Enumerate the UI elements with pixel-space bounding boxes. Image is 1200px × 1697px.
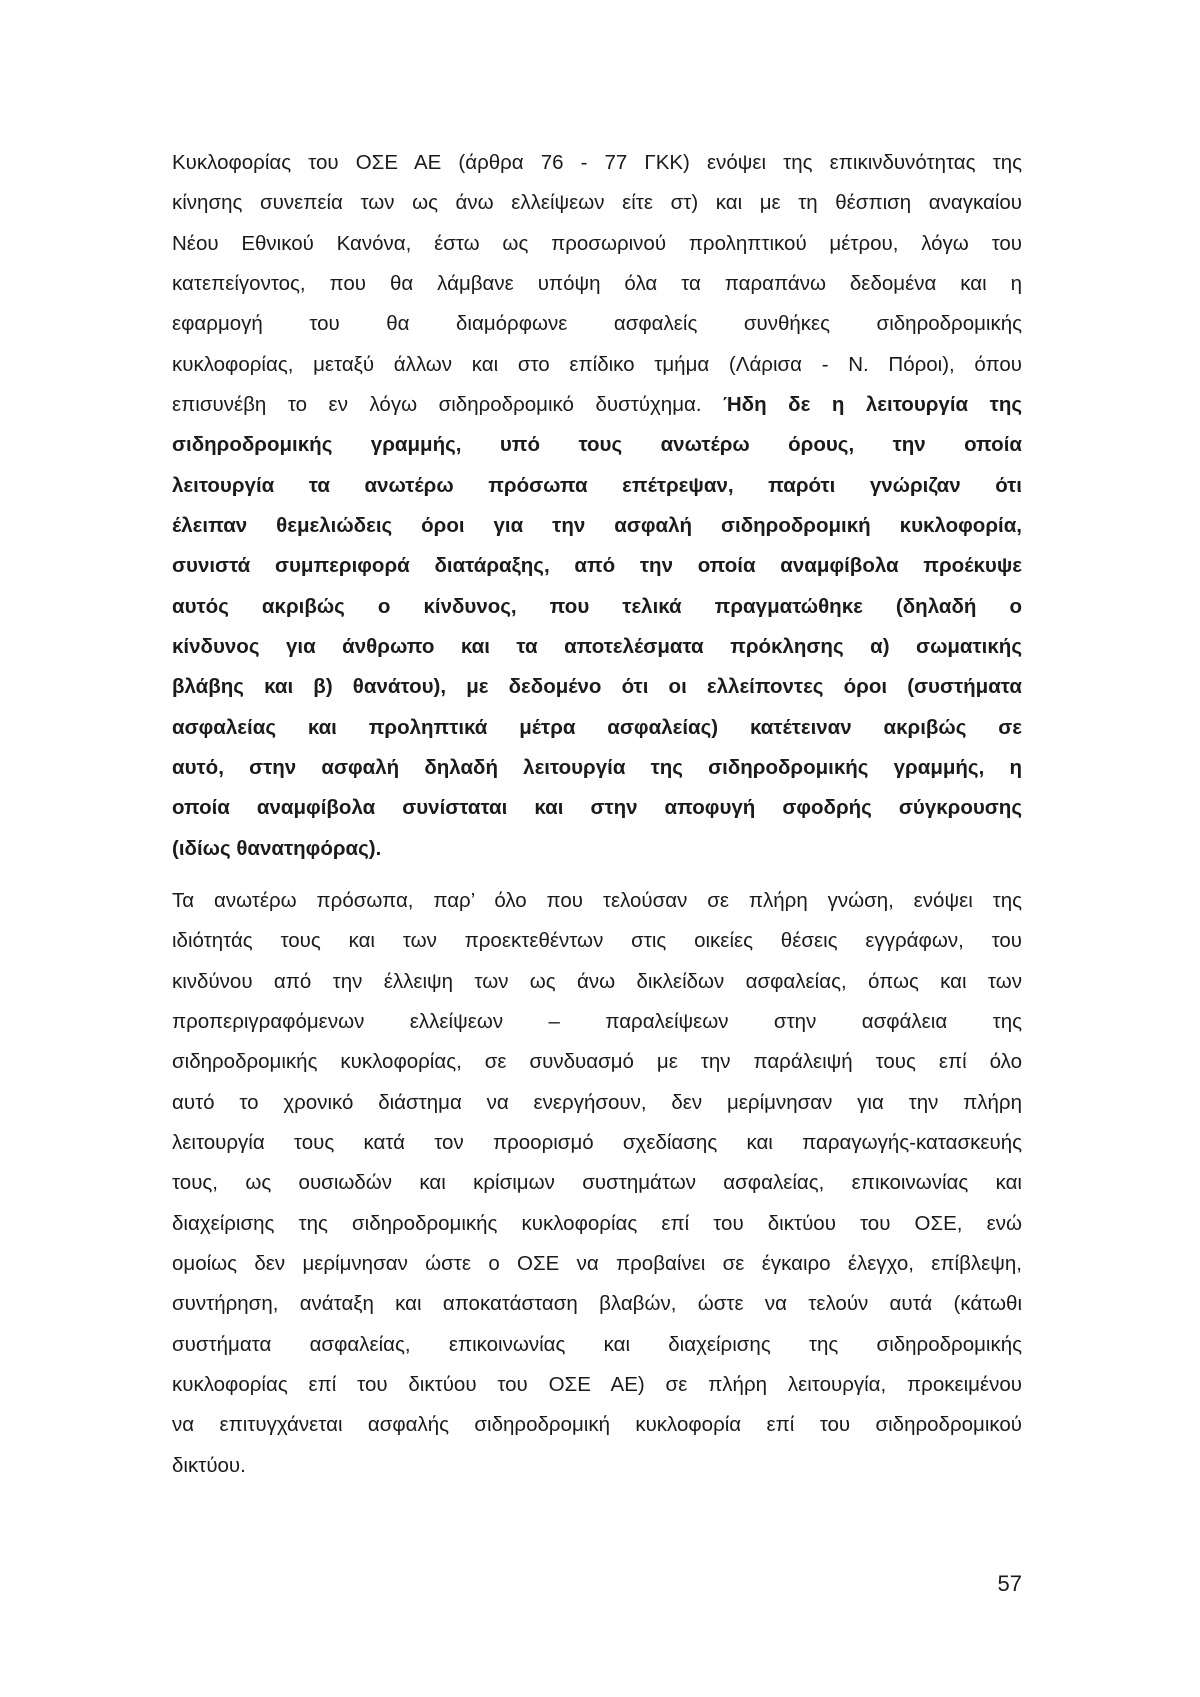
text-line — [172, 708, 1022, 748]
text-line — [172, 1204, 1022, 1244]
text-line — [172, 385, 1022, 425]
text-line — [172, 264, 1022, 304]
text-line — [172, 1405, 1022, 1445]
text-segment: δικτύου. — [172, 1453, 246, 1477]
text-line — [172, 829, 1022, 869]
text-line — [172, 1446, 1022, 1486]
text-line — [172, 881, 1022, 921]
text-segment: εφαρμογή του θα διαμόρφωνε ασφαλείς συνθήκες σιδηροδρομικής — [172, 312, 1022, 336]
bold-text-segment: ασφαλείας και προληπτικά μέτρα ασφαλείας) κατέτειναν ακριβώς σε — [172, 715, 1022, 739]
text-segment: κίνησης συνεπεία των ως άνω ελλείψεων είτε στ) και με τη θέσπιση αναγκαίου — [172, 191, 1022, 215]
text-segment: συστήματα ασφαλείας, επικοινωνίας και διαχείρισης της σιδηροδρομικής — [172, 1332, 1022, 1356]
text-line — [172, 1123, 1022, 1163]
text-segment: προπεριγραφόμενων ελλείψεων – παραλείψεων στην ασφάλεια της — [172, 1009, 1022, 1033]
text-segment: τους, ως ουσιωδών και κρίσιμων συστημάτων ασφαλείας, επικοινωνίας και — [172, 1171, 1022, 1195]
text-segment: διαχείρισης της σιδηροδρομικής κυκλοφορίας επί του δικτύου του ΟΣΕ, ενώ — [172, 1211, 1022, 1235]
bold-text-segment: οποία αναμφίβολα συνίσταται και στην αποφυγή σφοδρής σύγκρουσης — [172, 796, 1022, 820]
bold-text-segment: κίνδυνος για άνθρωπο και τα αποτελέσματα πρόκλησης α) σωματικής — [172, 634, 1022, 658]
bold-text-segment: Ήδη δε η λειτουργία της — [723, 392, 1022, 416]
bold-text-segment: αυτός ακριβώς ο κίνδυνος, που τελικά πραγματώθηκε (δηλαδή ο — [172, 594, 1022, 618]
text-segment: ιδιότητάς τους και των προεκτεθέντων στις οικείες θέσεις εγγράφων, του — [172, 929, 1022, 953]
bold-text-segment: σιδηροδρομικής γραμμής, υπό τους ανωτέρω όρους, την οποία — [172, 433, 1022, 457]
text-line — [172, 506, 1022, 546]
document-text-block — [172, 143, 1022, 1486]
text-line — [172, 921, 1022, 961]
text-line — [172, 466, 1022, 506]
text-segment: αυτό το χρονικό διάστημα να ενεργήσουν, δεν μερίμνησαν για την πλήρη — [172, 1090, 1022, 1114]
text-segment: Κυκλοφορίας του ΟΣΕ ΑΕ (άρθρα 76 - 77 ΓΚΚ) ενόψει της επικινδυνότητας της — [172, 151, 1022, 174]
text-line — [172, 667, 1022, 707]
text-line — [172, 1244, 1022, 1284]
bold-text-segment: (ιδίως θανατηφόρας). — [172, 836, 382, 860]
text-segment: επισυνέβη το εν λόγω σιδηροδρομικό δυστύχημα. — [172, 392, 724, 416]
text-segment: σιδηροδρομικής κυκλοφορίας, σε συνδυασμό με την παράλειψή τους επί όλο — [172, 1050, 1022, 1074]
text-segment: κατεπείγοντος, που θα λάμβανε υπόψη όλα τα παραπάνω δεδομένα και η — [172, 271, 1022, 295]
bold-text-segment: συνιστά συμπεριφορά διατάραξης, από την οποία αναμφίβολα προέκυψε — [172, 554, 1022, 578]
text-segment: ομοίως δεν μερίμνησαν ώστε ο ΟΣΕ να προβαίνει σε έγκαιρο έλεγχο, επίβλεψη, — [172, 1251, 1022, 1275]
bold-text-segment: αυτό, στην ασφαλή δηλαδή λειτουργία της σιδηροδρομικής γραμμής, η — [172, 755, 1022, 779]
paragraph-2 — [172, 881, 1022, 1486]
text-line — [172, 546, 1022, 586]
text-segment: κυκλοφορίας, μεταξύ άλλων και στο επίδικο τμήμα (Λάρισα - Ν. Πόροι), όπου — [172, 352, 1022, 376]
text-line — [172, 1284, 1022, 1324]
text-line — [172, 788, 1022, 828]
text-line — [172, 425, 1022, 465]
text-line — [172, 1325, 1022, 1365]
bold-text-segment: βλάβης και β) θανάτου), με δεδομένο ότι οι ελλείποντες όροι (συστήματα — [172, 675, 1022, 699]
text-line — [172, 345, 1022, 385]
text-line — [172, 748, 1022, 788]
text-segment: να επιτυγχάνεται ασφαλής σιδηροδρομική κυκλοφορία επί του σιδηροδρομικού — [172, 1413, 1022, 1437]
text-segment: Νέου Εθνικού Κανόνα, έστω ως προσωρινού προληπτικού μέτρου, λόγω του — [172, 231, 1022, 255]
text-line — [172, 1163, 1022, 1203]
text-segment: λειτουργία τους κατά τον προορισμό σχεδίασης και παραγωγής-κατασκευής — [172, 1130, 1022, 1154]
bold-text-segment: έλειπαν θεμελιώδεις όροι για την ασφαλή σιδηροδρομική κυκλοφορία, — [172, 513, 1022, 537]
text-line — [172, 183, 1022, 223]
paragraph-1 — [172, 143, 1022, 869]
text-line — [172, 962, 1022, 1002]
text-line — [172, 1083, 1022, 1123]
text-segment: κυκλοφορίας επί του δικτύου του ΟΣΕ ΑΕ) σε πλήρη λειτουργία, προκειμένου — [172, 1372, 1022, 1396]
text-segment: κινδύνου από την έλλειψη των ως άνω δικλείδων ασφαλείας, όπως και των — [172, 969, 1022, 993]
text-line — [172, 304, 1022, 344]
text-line — [172, 1002, 1022, 1042]
text-line — [172, 1042, 1022, 1082]
text-line — [172, 224, 1022, 264]
text-line — [172, 627, 1022, 667]
text-line — [172, 587, 1022, 627]
bold-text-segment: λειτουργία τα ανωτέρω πρόσωπα επέτρεψαν, παρότι γνώριζαν ότι — [172, 473, 1022, 497]
text-segment: συντήρηση, ανάταξη και αποκατάσταση βλαβών, ώστε να τελούν αυτά (κάτωθι — [172, 1292, 1022, 1316]
text-line — [172, 143, 1022, 183]
text-line — [172, 1365, 1022, 1405]
page-number: 57 — [997, 1571, 1022, 1596]
text-segment: Τα ανωτέρω πρόσωπα, παρ’ όλο που τελούσαν σε πλήρη γνώση, ενόψει της — [172, 888, 1022, 912]
